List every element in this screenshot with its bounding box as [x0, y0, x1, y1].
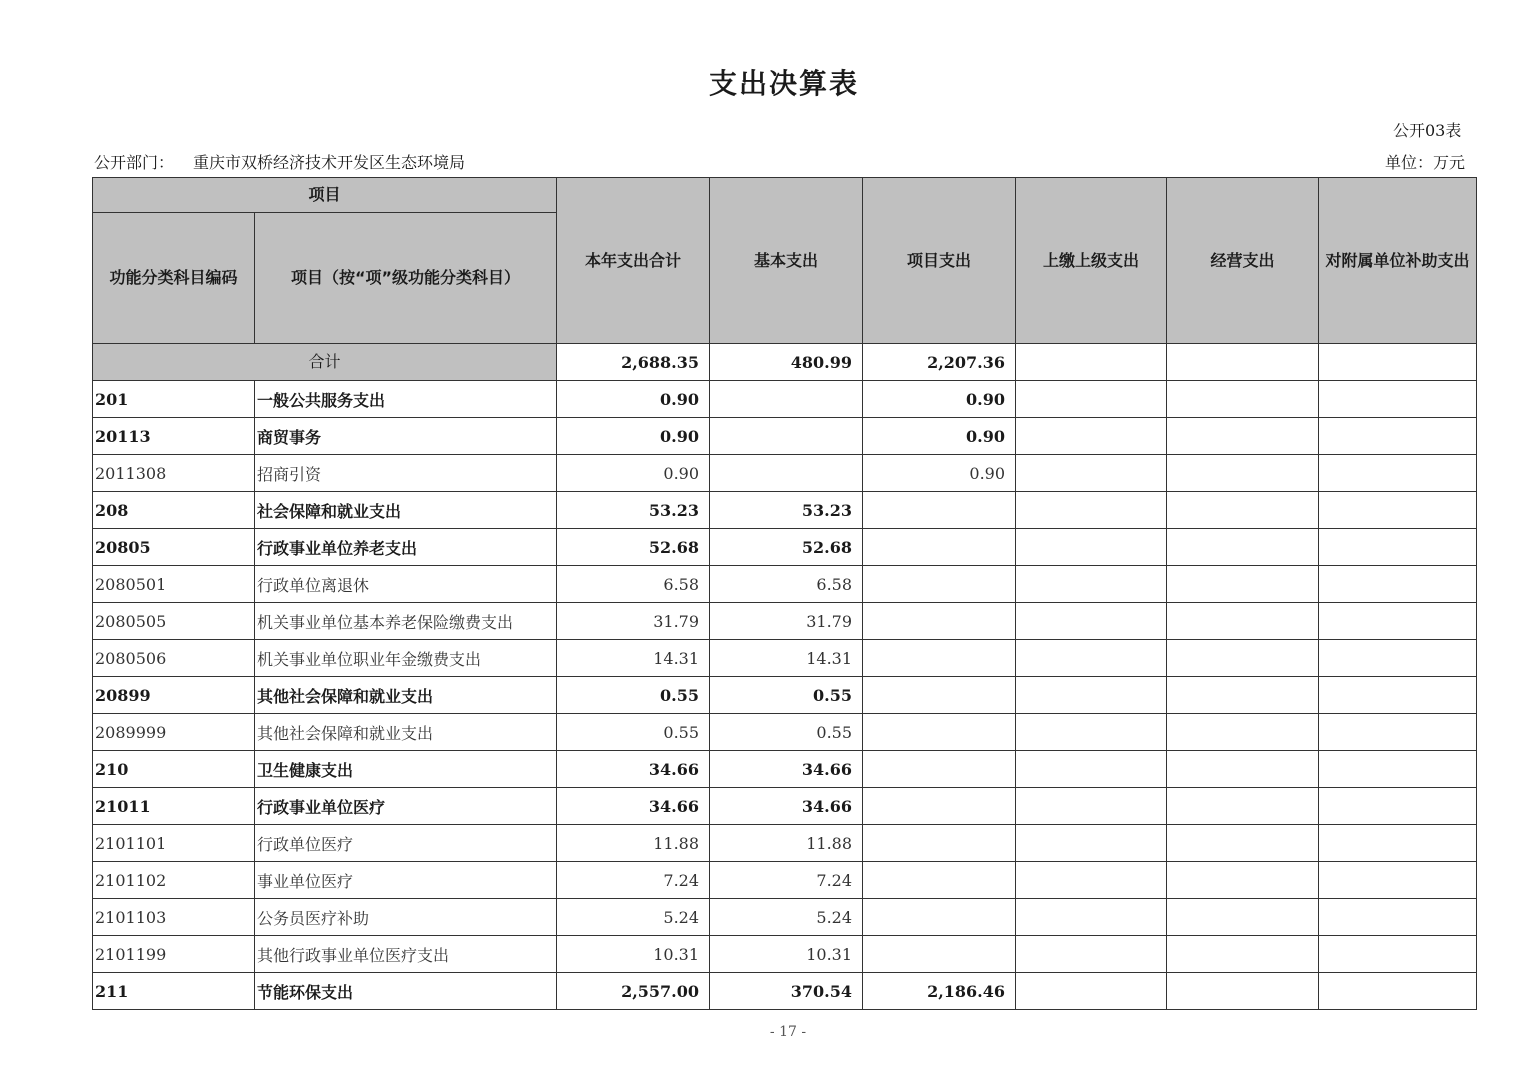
- row-subsidy: [1319, 455, 1477, 492]
- row-upper: [1016, 418, 1167, 455]
- row-code: 210: [93, 751, 255, 788]
- row-subsidy: [1319, 936, 1477, 973]
- row-total: 52.68: [557, 529, 710, 566]
- table-row: [93, 418, 1477, 455]
- row-business: [1167, 862, 1319, 899]
- row-total: 2,557.00: [557, 973, 710, 1010]
- row-upper: [1016, 677, 1167, 714]
- row-total: 14.31: [557, 640, 710, 677]
- row-business: [1167, 973, 1319, 1010]
- table-row: [93, 899, 1477, 936]
- row-upper: [1016, 381, 1167, 418]
- header-basic: 基本支出: [710, 178, 863, 344]
- row-name: 其他社会保障和就业支出: [255, 677, 557, 714]
- row-upper: [1016, 529, 1167, 566]
- row-basic: 7.24: [710, 862, 863, 899]
- row-subsidy: [1319, 492, 1477, 529]
- row-total: 0.90: [557, 381, 710, 418]
- row-total: 0.55: [557, 714, 710, 751]
- row-total: 0.90: [557, 418, 710, 455]
- row-business: [1167, 418, 1319, 455]
- page-number: - 17 -: [769, 1024, 807, 1040]
- row-upper: [1016, 714, 1167, 751]
- row-basic: 0.55: [710, 714, 863, 751]
- header-business: 经营支出: [1167, 178, 1319, 344]
- row-total: 0.55: [557, 677, 710, 714]
- row-code: 2101102: [93, 862, 255, 899]
- table-row: [93, 529, 1477, 566]
- row-business: [1167, 640, 1319, 677]
- row-upper: [1016, 751, 1167, 788]
- header-code: 功能分类科目编码: [93, 213, 255, 344]
- row-basic: 14.31: [710, 640, 863, 677]
- sum-basic: 480.99: [710, 344, 863, 381]
- row-subsidy: [1319, 862, 1477, 899]
- table-row: [93, 862, 1477, 899]
- table-row: [93, 381, 1477, 418]
- row-total: 34.66: [557, 751, 710, 788]
- row-project: [863, 862, 1016, 899]
- row-upper: [1016, 640, 1167, 677]
- row-project: [863, 566, 1016, 603]
- row-subsidy: [1319, 899, 1477, 936]
- header-upper: 上缴上级支出: [1016, 178, 1167, 344]
- table-row: [93, 492, 1477, 529]
- row-basic: 370.54: [710, 973, 863, 1010]
- sum-subsidy: [1319, 344, 1477, 381]
- header-item: 项目: [93, 178, 557, 213]
- row-name: 机关事业单位职业年金缴费支出: [255, 640, 557, 677]
- row-code: 2080505: [93, 603, 255, 640]
- row-project: [863, 492, 1016, 529]
- row-code: 211: [93, 973, 255, 1010]
- table-row: [93, 603, 1477, 640]
- row-business: [1167, 529, 1319, 566]
- row-name: 行政事业单位养老支出: [255, 529, 557, 566]
- row-total: 7.24: [557, 862, 710, 899]
- row-basic: 52.68: [710, 529, 863, 566]
- row-subsidy: [1319, 529, 1477, 566]
- row-basic: [710, 418, 863, 455]
- row-subsidy: [1319, 418, 1477, 455]
- row-basic: 6.58: [710, 566, 863, 603]
- row-code: 2101199: [93, 936, 255, 973]
- row-total: 34.66: [557, 788, 710, 825]
- row-total: 31.79: [557, 603, 710, 640]
- row-business: [1167, 936, 1319, 973]
- row-subsidy: [1319, 973, 1477, 1010]
- row-code: 2089999: [93, 714, 255, 751]
- table-row: [93, 566, 1477, 603]
- table-row: [93, 936, 1477, 973]
- row-project: [863, 529, 1016, 566]
- row-name: 卫生健康支出: [255, 751, 557, 788]
- row-basic: 10.31: [710, 936, 863, 973]
- table-row: [93, 825, 1477, 862]
- row-total: 5.24: [557, 899, 710, 936]
- row-business: [1167, 677, 1319, 714]
- header-total: 本年支出合计: [557, 178, 710, 344]
- row-basic: [710, 381, 863, 418]
- sum-project: 2,207.36: [863, 344, 1016, 381]
- sum-upper: [1016, 344, 1167, 381]
- row-name: 公务员医疗补助: [255, 899, 557, 936]
- table-row: [93, 714, 1477, 751]
- row-upper: [1016, 788, 1167, 825]
- header-project: 项目支出: [863, 178, 1016, 344]
- row-name: 其他行政事业单位医疗支出: [255, 936, 557, 973]
- table-row: [93, 788, 1477, 825]
- row-name: 行政单位离退休: [255, 566, 557, 603]
- row-upper: [1016, 603, 1167, 640]
- row-code: 2080506: [93, 640, 255, 677]
- row-project: [863, 714, 1016, 751]
- row-project: 0.90: [863, 455, 1016, 492]
- row-name: 行政单位医疗: [255, 825, 557, 862]
- table-row: [93, 677, 1477, 714]
- row-project: [863, 603, 1016, 640]
- row-name: 行政事业单位医疗: [255, 788, 557, 825]
- expenditure-table: [92, 177, 1477, 1010]
- row-upper: [1016, 492, 1167, 529]
- row-subsidy: [1319, 677, 1477, 714]
- row-code: 20805: [93, 529, 255, 566]
- row-upper: [1016, 455, 1167, 492]
- sum-total: 2,688.35: [557, 344, 710, 381]
- row-code: 2101101: [93, 825, 255, 862]
- row-basic: 34.66: [710, 751, 863, 788]
- row-business: [1167, 455, 1319, 492]
- row-subsidy: [1319, 714, 1477, 751]
- row-business: [1167, 603, 1319, 640]
- row-business: [1167, 899, 1319, 936]
- table-row: [93, 751, 1477, 788]
- table-row: [93, 455, 1477, 492]
- row-total: 0.90: [557, 455, 710, 492]
- sum-label: 合计: [93, 344, 557, 381]
- row-upper: [1016, 936, 1167, 973]
- header-subsidy: 对附属单位补助支出: [1319, 178, 1477, 344]
- row-business: [1167, 381, 1319, 418]
- row-subsidy: [1319, 381, 1477, 418]
- row-subsidy: [1319, 603, 1477, 640]
- row-code: 20113: [93, 418, 255, 455]
- row-upper: [1016, 973, 1167, 1010]
- row-subsidy: [1319, 751, 1477, 788]
- row-name: 机关事业单位基本养老保险缴费支出: [255, 603, 557, 640]
- row-project: 2,186.46: [863, 973, 1016, 1010]
- row-total: 53.23: [557, 492, 710, 529]
- row-basic: 53.23: [710, 492, 863, 529]
- row-business: [1167, 566, 1319, 603]
- row-name: 社会保障和就业支出: [255, 492, 557, 529]
- unit-label: 单位：万元: [1385, 153, 1466, 172]
- row-basic: 34.66: [710, 788, 863, 825]
- row-project: [863, 640, 1016, 677]
- row-code: 2080501: [93, 566, 255, 603]
- row-basic: 11.88: [710, 825, 863, 862]
- page-title: 支出决算表: [708, 67, 859, 100]
- department-label: 公开部门：: [94, 153, 175, 172]
- row-business: [1167, 714, 1319, 751]
- row-project: [863, 751, 1016, 788]
- row-project: [863, 677, 1016, 714]
- department-name: 重庆市双桥经济技术开发区生态环境局: [193, 153, 466, 172]
- row-code: 21011: [93, 788, 255, 825]
- row-upper: [1016, 899, 1167, 936]
- sum-row: [93, 344, 1477, 381]
- row-subsidy: [1319, 825, 1477, 862]
- row-project: 0.90: [863, 418, 1016, 455]
- row-subsidy: [1319, 640, 1477, 677]
- row-project: [863, 936, 1016, 973]
- row-project: [863, 788, 1016, 825]
- row-project: [863, 825, 1016, 862]
- row-basic: 0.55: [710, 677, 863, 714]
- row-upper: [1016, 825, 1167, 862]
- row-code: 2101103: [93, 899, 255, 936]
- row-name: 商贸事务: [255, 418, 557, 455]
- table-row: [93, 640, 1477, 677]
- row-code: 2011308: [93, 455, 255, 492]
- row-upper: [1016, 862, 1167, 899]
- form-number: 公开03表: [1393, 121, 1462, 140]
- row-name: 事业单位医疗: [255, 862, 557, 899]
- table-row: [93, 973, 1477, 1010]
- row-subsidy: [1319, 566, 1477, 603]
- row-basic: 31.79: [710, 603, 863, 640]
- row-total: 6.58: [557, 566, 710, 603]
- row-code: 201: [93, 381, 255, 418]
- row-business: [1167, 492, 1319, 529]
- row-subsidy: [1319, 788, 1477, 825]
- row-upper: [1016, 566, 1167, 603]
- row-business: [1167, 751, 1319, 788]
- row-project: 0.90: [863, 381, 1016, 418]
- row-basic: 5.24: [710, 899, 863, 936]
- row-code: 208: [93, 492, 255, 529]
- row-name: 一般公共服务支出: [255, 381, 557, 418]
- row-business: [1167, 825, 1319, 862]
- row-total: 11.88: [557, 825, 710, 862]
- sum-business: [1167, 344, 1319, 381]
- header-name: 项目（按“项”级功能分类科目）: [255, 213, 557, 344]
- row-name: 节能环保支出: [255, 973, 557, 1010]
- row-business: [1167, 788, 1319, 825]
- row-code: 20899: [93, 677, 255, 714]
- row-basic: [710, 455, 863, 492]
- row-total: 10.31: [557, 936, 710, 973]
- row-project: [863, 899, 1016, 936]
- row-name: 其他社会保障和就业支出: [255, 714, 557, 751]
- row-name: 招商引资: [255, 455, 557, 492]
